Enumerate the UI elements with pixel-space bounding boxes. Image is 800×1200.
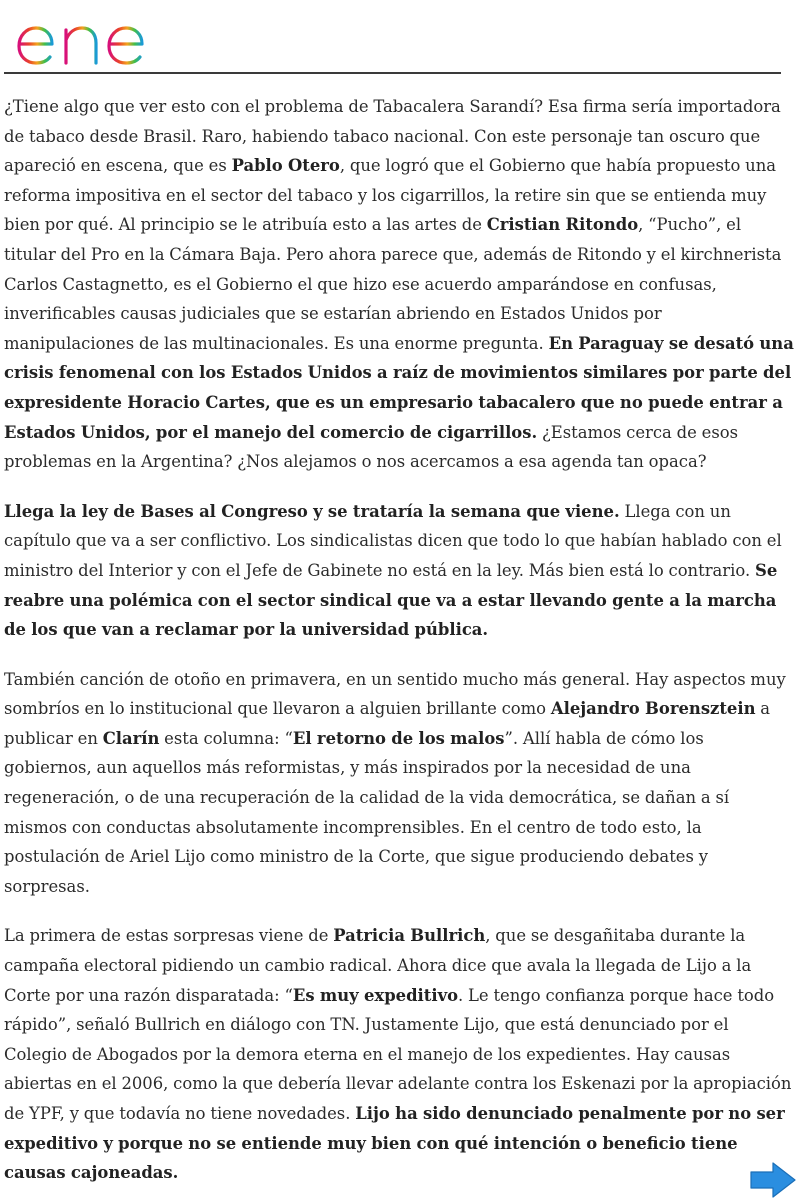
text-run: , que se desgañitaba durante la campaña electoral pidiendo un cambio radical. Ahora dice que avala la llegada de Lijo a la Corte por una razón disparatada: “ bbox=[4, 926, 752, 1005]
page-header bbox=[0, 0, 800, 76]
bold-text: Clarín bbox=[102, 728, 160, 748]
text-run: Llega con un capítulo que va a ser conflictivo. Los sindicalistas dicen que todo lo que habían hablado con el ministro del Interior y con el Jefe de Gabinete no está en la ley. Más bien está lo contrario. bbox=[4, 501, 782, 580]
enel-logo bbox=[14, 6, 184, 70]
article-paragraph bbox=[4, 92, 796, 477]
text-run: ”. Allí habla de cómo los gobiernos, aun aquellos más reformistas, y más inspirados por la necesidad de una regeneración, o de una recuperación de la calidad de la vida democrática, se dañan a sí mismos con conductas absolutamente incomprensibles. En el centro de todo esto, la postulación de Ariel Lijo como ministro de la Corte, que sigue produciendo debates y sorpresas. bbox=[4, 728, 730, 896]
bold-text: Alejandro Borensztein bbox=[550, 699, 756, 719]
text-run: También canción de otoño en primavera, en un sentido mucho más general. Hay aspectos muy sombríos en lo institucional que llevaron a alguien brillante como bbox=[4, 669, 786, 719]
text-run: La primera de estas sorpresas viene de bbox=[4, 926, 334, 946]
bold-text: En Paraguay se desató una crisis fenomenal con los Estados Unidos a raíz de movimientos similares por parte del expresidente Horacio Cartes, que es un empresario tabacalero que no puede entrar a Estados Unidos, por el manejo del comercio de cigarrillos. bbox=[4, 333, 794, 442]
bold-text: Cristian Ritondo bbox=[486, 215, 639, 235]
bold-text: Llega la ley de Bases al Congreso y se trataría la semana que viene. bbox=[4, 501, 620, 521]
article-paragraph bbox=[4, 921, 796, 1187]
article-paragraph bbox=[4, 665, 796, 902]
arrow-right-icon[interactable] bbox=[748, 1160, 798, 1200]
bold-text: Se reabre una polémica con el sector sindical que va a estar llevando gente a la marcha de los que van a reclamar por la universidad pública. bbox=[4, 560, 778, 640]
text-run: a publicar en bbox=[4, 699, 771, 748]
text-run: , “Pucho”, el titular del Pro en la Cámara Baja. Pero ahora parece que, además de Ritondo y el kirchnerista Carlos Castagnetto, es el Gobierno el que hizo ese acuerdo amparándose en confusas, inverificables causas judiciales que se estarían abriendo en Estados Unidos por manipulaciones de las multinacionales. Es una enorme pregunta. bbox=[4, 215, 782, 353]
text-run: , que logró que el Gobierno que había propuesto una reforma impositiva en el sector del tabaco y los cigarrillos, la retire sin que se entienda muy bien por qué. Al principio se le atribuía esto a las artes de bbox=[4, 156, 777, 235]
text-run: esta columna: “ bbox=[159, 728, 293, 748]
bold-text: Es muy expeditivo bbox=[292, 985, 459, 1005]
text-run: ¿Tiene algo que ver esto con el problema de Tabacalera Sarandí? Esa firma sería importadora de tabaco desde Brasil. Raro, habiendo tabaco nacional. Con este personaje tan oscuro que apareció en escena, que es bbox=[4, 97, 781, 176]
text-run: . Le tengo confianza porque hace todo rápido”, señaló Bullrich en diálogo con TN. Justamente Lijo, que está denunciado por el Colegio de Abogados por la demora eterna en el manejo de los expedientes. Hay causas abiertas en el 2006, como la que debería llevar adelante contra los Eskenazi por la apropiación de YPF, y que todavía no tiene novedades. bbox=[4, 985, 792, 1123]
bold-text: El retorno de los malos bbox=[292, 728, 505, 748]
header-divider bbox=[4, 72, 781, 74]
bold-text: Lijo ha sido denunciado penalmente por no ser expeditivo y porque no se entiende muy bien con qué intención o beneficio tiene causas cajoneadas. bbox=[4, 1104, 785, 1183]
article-paragraph bbox=[4, 497, 796, 645]
bold-text: Pablo Otero bbox=[231, 156, 340, 176]
text-run: ¿Estamos cerca de esos problemas en la Argentina? ¿Nos alejamos o nos acercamos a esa agenda tan opaca? bbox=[4, 422, 739, 472]
bold-text: Patricia Bullrich bbox=[333, 926, 486, 946]
article-body bbox=[4, 92, 796, 1188]
